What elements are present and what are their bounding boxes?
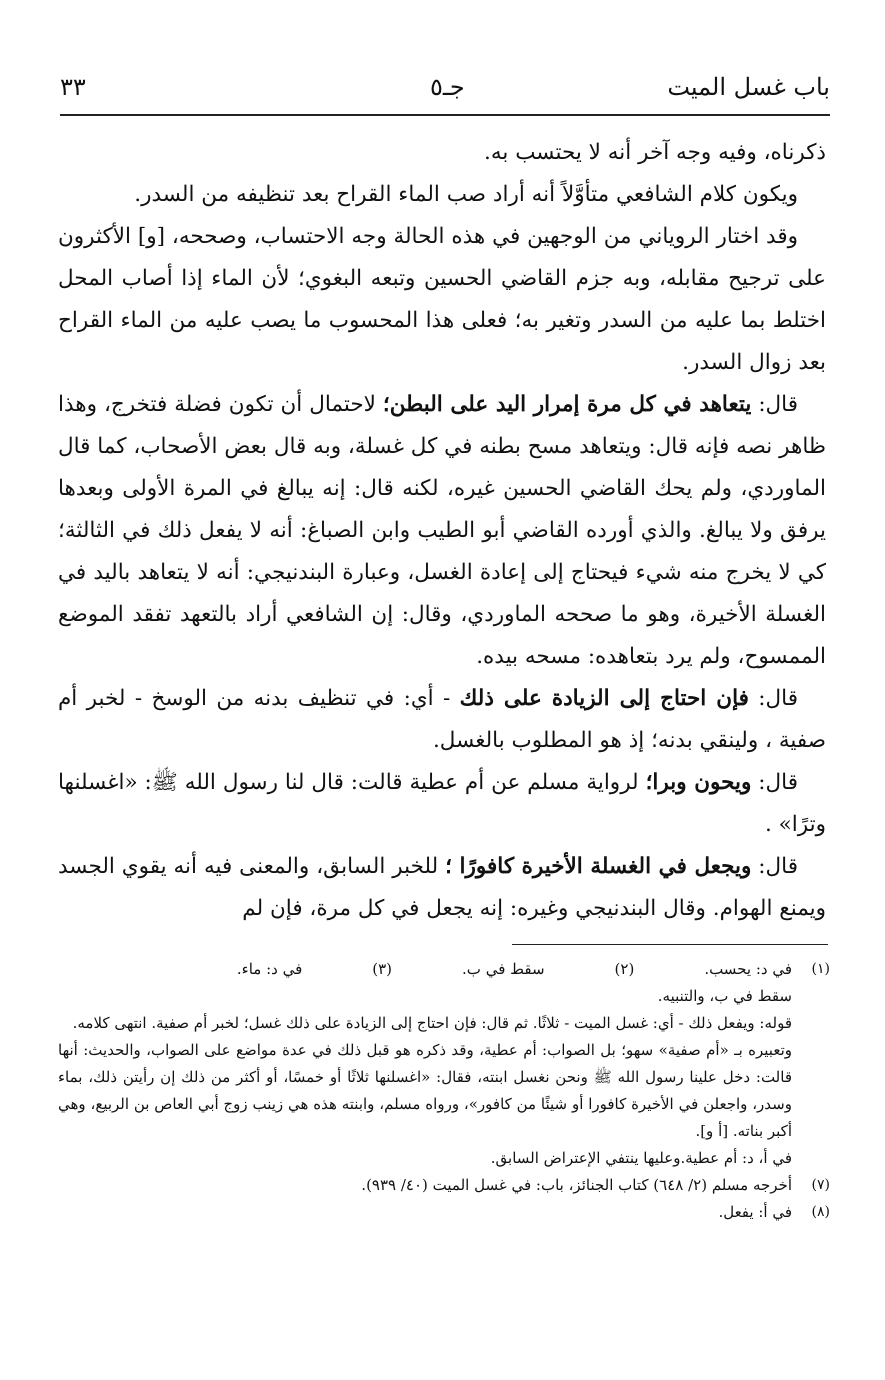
page-header [60, 70, 830, 110]
footnote-mark: (٣) [372, 960, 393, 978]
paragraph-text: لرواية مسلم عن أم عطية قالت: قال لنا رسول الله ﷺ: «اغسلنها وترًا» . [58, 770, 826, 837]
main-text [58, 132, 826, 930]
matn-keyword: فإن احتاج إلى الزيادة على ذلك [459, 686, 749, 711]
paragraph-text: للخبر السابق، والمعنى فيه أنه يقوي الجسد ويمنع الهوام. وقال البندنيجي وغيره: إنه يجعل في كل مرة، فإن لم [58, 854, 826, 921]
matn-keyword: ويحون وبرا؛ [645, 770, 752, 795]
qala-label: قال: [758, 392, 799, 417]
qala-label: قال: [758, 686, 798, 711]
paragraph [58, 846, 826, 930]
footnote: سقط في ب. [462, 960, 545, 978]
header-rule [60, 114, 830, 116]
qala-label: قال: [758, 770, 798, 795]
paragraph [58, 384, 826, 678]
matn-keyword: يتعاهد في كل مرة إمرار اليد على البطن؛ [382, 392, 752, 417]
paragraph: ويكون كلام الشافعي متأوَّلاً أنه أراد صب الماء القراح بعد تنظيفه من السدر. [134, 182, 798, 207]
footnote: وتعبيره بـ «أم صفية» سهو؛ بل الصواب: أم عطية، وقد ذكره هو قبل ذلك في عدة مواضع على الصواب، والحديث: أنها قالت: دخل علينا رسول الله ﷺ ونحن نغسل ابنته، فقال: «اغسلنها ثلاثًا أو خمسًا، أو أكثر من ذلك إن رأيتن ذلك، بماء وسدر، واجعلن في الأخيرة كافورا أو شيئًا من كافور»، ورواه مسلم، وابنته هذه هي زينب زوج أبي العاص بن الربيع، وهي أكبر بناته. [أ و]. [58, 1041, 792, 1140]
footnote: في د: يحسب. [704, 960, 792, 978]
footnote: قوله: ويفعل ذلك - أي: غسل الميت - ثلاثًا. ثم قال: فإن احتاج إلى الزيادة على ذلك غسل؛ لخبر أم صفية. انتهى كلامه. [72, 1014, 792, 1032]
footnote: في أ، د: أم عطية.وعليها ينتفي الإعتراض السابق. [490, 1149, 792, 1167]
matn-keyword: ويجعل في الغسلة الأخيرة كافورًا ؛ [445, 854, 752, 879]
footnotes [58, 956, 830, 1226]
paragraph: وقد اختار الروياني من الوجهين في هذه الحالة وجه الاحتساب، وصححه، [و] الأكثرون على ترجيح مقابله، وبه جزم القاضي الحسين وتبعه البغوي؛ لأن الماء إذا أصاب المحل اختلط بما عليه من السدر وتغير به؛ فعلى هذا المحسوب ما يصب عليه من الماء القراح بعد زوال السدر. [58, 224, 826, 375]
footnote-rule [512, 944, 828, 945]
footnote-mark: (٢) [614, 960, 635, 978]
footnote: في د: ماء. [236, 960, 303, 978]
footnote: سقط في ب، والتنبيه. [657, 987, 792, 1005]
page-number: ٣٣ [60, 73, 86, 101]
paragraph: ذكرناه، وفيه وجه آخر أنه لا يحتسب به. [484, 140, 826, 165]
volume-label: جـ٥ [430, 73, 465, 101]
footnote-mark: (٧) [811, 1177, 830, 1193]
qala-label: قال: [758, 854, 798, 879]
footnote-mark: (٨) [811, 1204, 830, 1220]
footnote-row [58, 1172, 830, 1199]
footnote: في أ: يفعل. [718, 1203, 792, 1221]
paragraph [58, 762, 826, 846]
footnote: أخرجه مسلم (٢/ ٦٤٨) كتاب الجنائز، باب: في غسل الميت (٤٠/ ٩٣٩). [361, 1176, 792, 1194]
paragraph-text: لاحتمال أن تكون فضلة فتخرج، وهذا ظاهر نصه فإنه قال: ويتعاهد مسح بطنه في كل غسلة، وبه قال بعض الأصحاب، كما قال الماوردي، ولم يحك القاضي الحسين غيره، لكنه قال: إنه يبالغ في المرة الأولى وبعدها يرفق ولا يبالغ. والذي أورده القاضي أبو الطيب وابن الصباغ: أنه لا يفعل ذلك في الثالثة؛ كي لا يخرج منه شيء فيحتاج إلى إعادة الغسل، وعبارة البندنيجي: أنه لا يتعاهد باليد في الغسلة الأخيرة، وهو ما صححه الماوردي، وقال: إن الشافعي أراد بالتعهد تفقد الموضع الممسوح، ولم يرد بتعاهده: مسحه بيده. [58, 392, 826, 669]
paragraph [58, 678, 826, 762]
chapter-title: باب غسل الميت [667, 73, 830, 101]
footnote-row [58, 956, 830, 983]
footnote-row [58, 1199, 830, 1226]
footnote-mark: (١) [811, 961, 830, 977]
paragraph-text: - أي: في تنظيف بدنه من الوسخ - لخبر أم صفية ، ولينقي بدنه؛ إذ هو المطلوب بالغسل. [58, 686, 826, 753]
